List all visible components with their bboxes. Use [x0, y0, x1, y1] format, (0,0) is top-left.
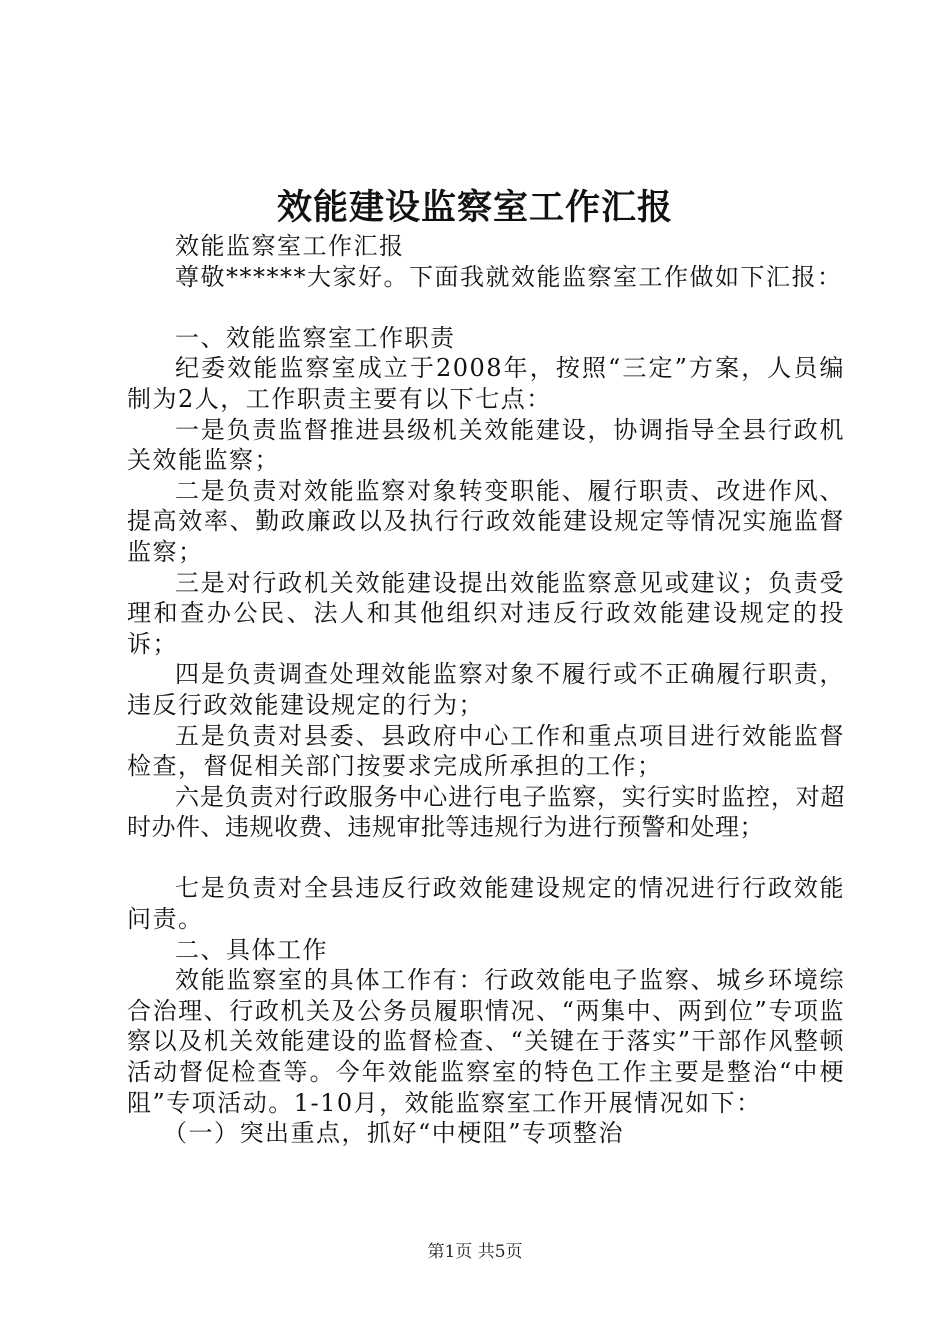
blank-line: [127, 843, 845, 874]
duty-item-2: 二是负责对效能监察对象转变职能、履行职责、改进作风、提高效率、勤政廉政以及执行行政效能建设规定等情况实施监督监察；: [127, 476, 845, 566]
duty-item-7: 七是负责对全县违反行政效能建设规定的情况进行行政效能问责。: [127, 874, 845, 934]
subsection-heading-1: （一）突出重点，抓好“中梗阻”专项整治: [163, 1119, 625, 1148]
section-heading-1: 一、效能监察室工作职责: [175, 323, 456, 352]
duty-item-4: 四是负责调查处理效能监察对象不履行或不正确履行职责，违反行政效能建设规定的行为；: [127, 660, 845, 719]
duty-item-5: 五是负责对县委、县政府中心工作和重点项目进行效能监督检查，督促相关部门按要求完成所承担的工作；: [127, 721, 845, 781]
paragraph-greeting: 尊敬******大家好。下面我就效能监察室工作做如下汇报：: [175, 262, 843, 291]
paragraph-heading-repeat: 效能监察室工作汇报: [175, 232, 405, 260]
section-heading-2: 二、具体工作: [175, 935, 328, 964]
duty-item-3: 三是对行政机关效能建设提出效能监察意见或建议；负责受理和查办公民、法人和其他组织对违反行政效能建设规定的投诉；: [127, 568, 845, 658]
page-footer: 第1页 共5页: [427, 1242, 523, 1262]
blank-line: [127, 292, 845, 323]
duty-item-6: 六是负责对行政服务中心进行电子监察，实行实时监控，对超时办件、违规收费、违规审批等违规行为进行预警和处理；: [127, 782, 845, 842]
document-title: 效能建设监察室工作汇报: [276, 187, 673, 228]
paragraph-specific-work: 效能监察室的具体工作有：行政效能电子监察、城乡环境综合治理、行政机关及公务员履职情况、“两集中、两到位”专项监察以及机关效能建设的监督检查、“关键在于落实”干部作风整顿活动督促检查等。今年效能监察室的特色工作主要是整治“中梗阻”专项活动。1-10月，效能监察室工作开展情况如下：: [127, 966, 845, 1117]
duty-item-1: 一是负责监督推进县级机关效能建设，协调指导全县行政机关效能监察；: [127, 415, 845, 475]
document-body: [127, 231, 845, 1149]
paragraph-office-intro: 纪委效能监察室成立于2008年，按照“三定”方案，人员编制为2人，工作职责主要有以下七点：: [127, 354, 845, 413]
